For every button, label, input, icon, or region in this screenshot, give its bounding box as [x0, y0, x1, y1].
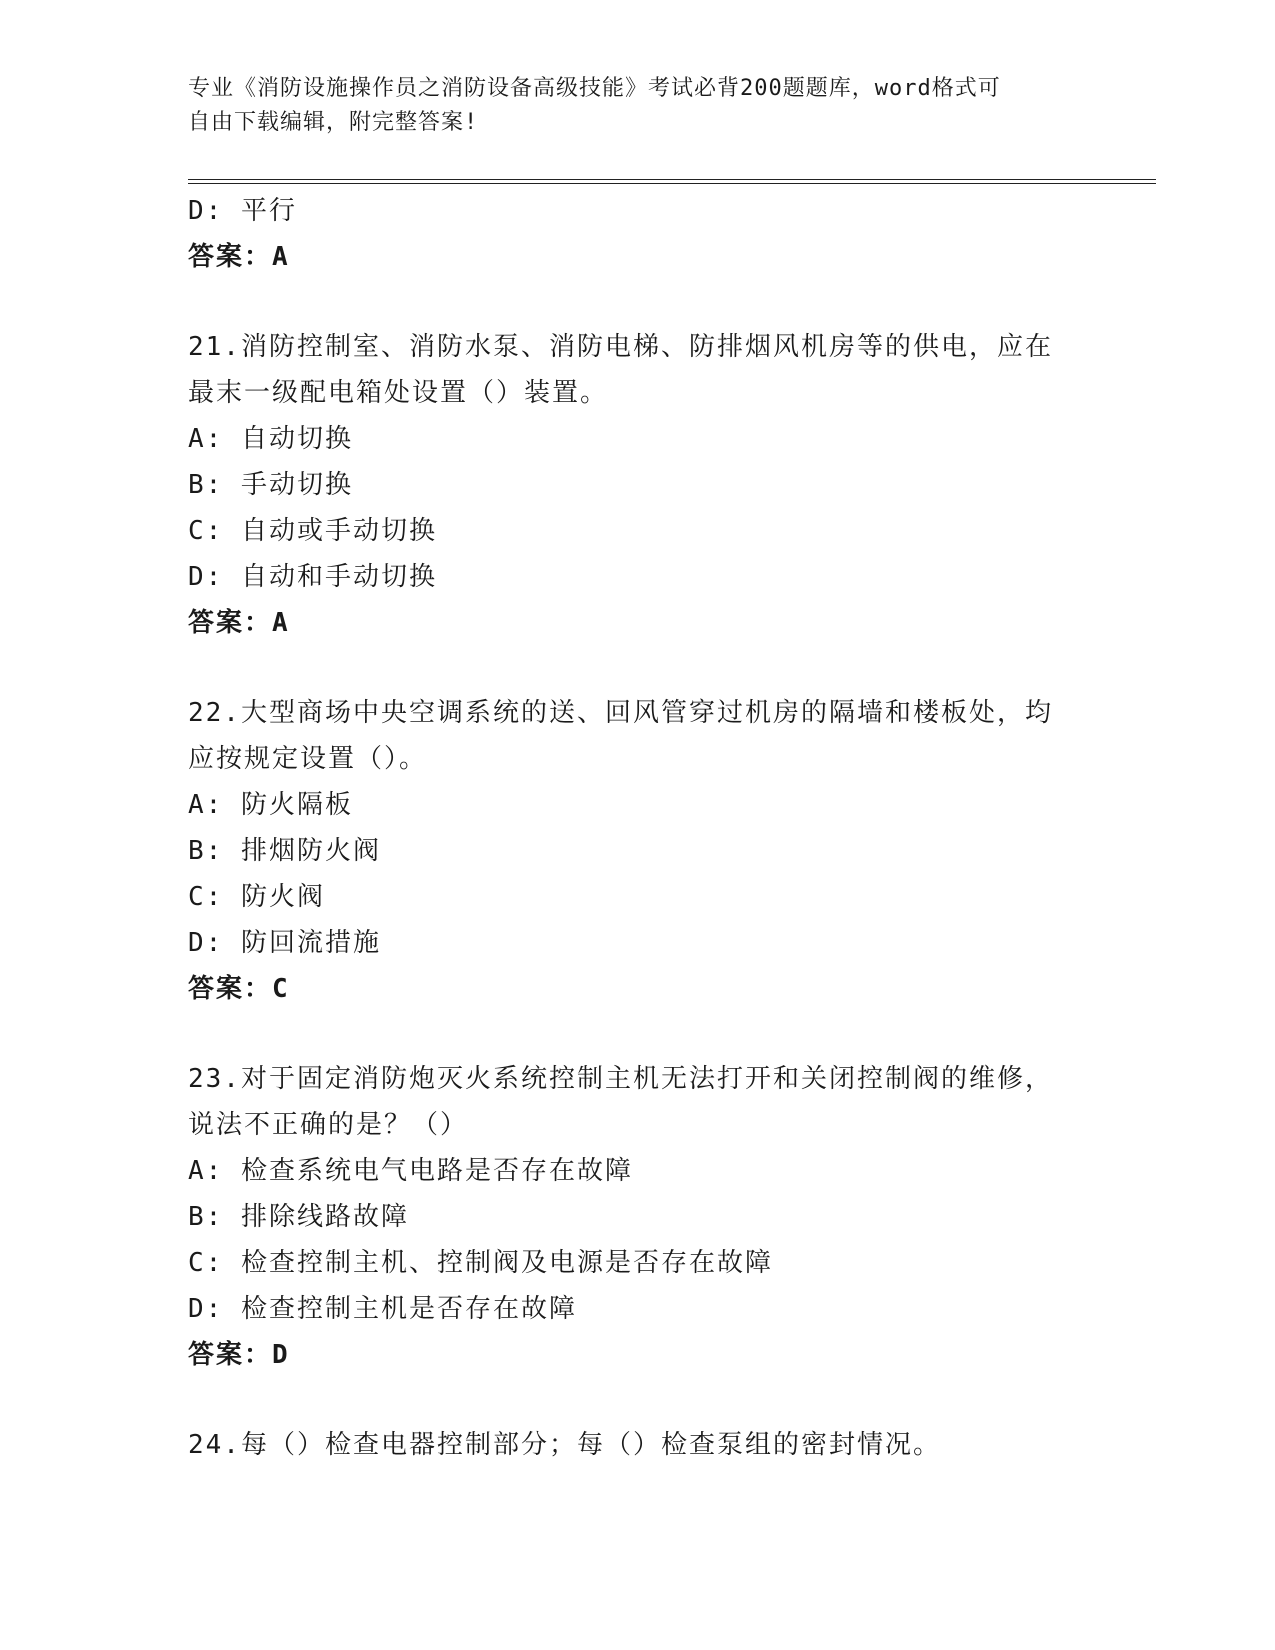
option-a: A: 自动切换 [188, 424, 353, 454]
answer-line: 答案：A [188, 608, 290, 638]
option-c: C: 自动或手动切换 [188, 516, 437, 546]
question-21 [188, 324, 1088, 646]
spacer [188, 1012, 1088, 1056]
question-stem: 22.大型商场中央空调系统的送、回风管穿过机房的隔墙和楼板处，均 [188, 698, 1053, 728]
spacer [188, 280, 1088, 324]
question-stem: 21.消防控制室、消防水泵、消防电梯、防排烟风机房等的供电，应在 [188, 332, 1053, 362]
option-b: B: 排除线路故障 [188, 1202, 409, 1232]
header-divider [188, 179, 1156, 184]
option-c: C: 防火阀 [188, 882, 325, 912]
option-d: D: 防回流措施 [188, 928, 381, 958]
question-content [188, 188, 1088, 1468]
question-stem: 应按规定设置（）。 [188, 744, 428, 774]
answer-line: 答案：D [188, 1340, 290, 1370]
question-23 [188, 1056, 1088, 1378]
question-24 [188, 1422, 1088, 1468]
option-b: B: 手动切换 [188, 470, 353, 500]
spacer [188, 646, 1088, 690]
option-d: D: 自动和手动切换 [188, 562, 437, 592]
option-a: A: 防火隔板 [188, 790, 353, 820]
question-stem: 23.对于固定消防炮灭火系统控制主机无法打开和关闭控制阀的维修， [188, 1064, 1053, 1094]
option-c: C: 检查控制主机、控制阀及电源是否存在故障 [188, 1248, 773, 1278]
option-d: D: 平行 [188, 196, 297, 226]
answer-line: 答案：C [188, 974, 290, 1004]
option-d: D: 检查控制主机是否存在故障 [188, 1294, 577, 1324]
answer-line: 答案：A [188, 242, 290, 272]
option-b: B: 排烟防火阀 [188, 836, 381, 866]
spacer [188, 1378, 1088, 1422]
question-stem: 说法不正确的是？（） [188, 1110, 469, 1140]
question-stem: 24.每（）检查电器控制部分；每（）检查泵组的密封情况。 [188, 1430, 941, 1460]
question-22 [188, 690, 1088, 1012]
document-header [188, 72, 1068, 140]
question-stem: 最末一级配电箱处设置（）装置。 [188, 378, 609, 408]
header-title-line-1: 专业《消防设施操作员之消防设备高级技能》考试必背200题题库，word格式可 [188, 76, 1001, 101]
header-title-line-2: 自由下载编辑，附完整答案! [188, 110, 479, 135]
option-a: A: 检查系统电气电路是否存在故障 [188, 1156, 633, 1186]
